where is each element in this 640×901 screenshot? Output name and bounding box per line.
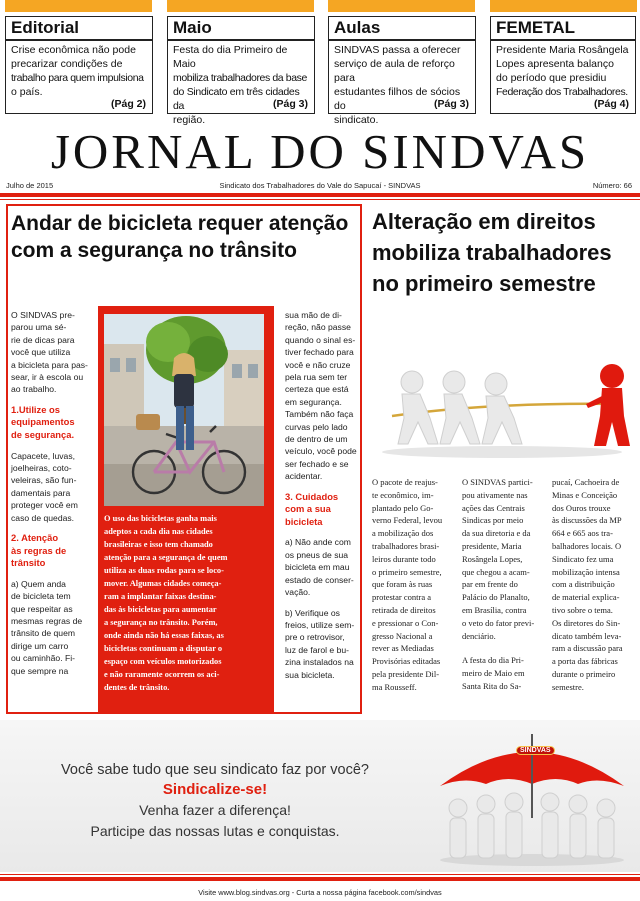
teaser-title: Aulas (334, 18, 381, 37)
teaser-line: o país. (11, 86, 43, 98)
text-line: sua mão de di- (285, 310, 342, 320)
text-line: ram a implantar faixas destina- (104, 592, 217, 601)
text-line: joelheiras, coto- (11, 463, 72, 474)
lead-column-3 (285, 309, 357, 689)
teaser-line: Lopes apresenta balanço (496, 58, 614, 70)
teaser-text (11, 43, 147, 99)
text-line: mobilização intensa (552, 566, 620, 577)
teaser-line: trabalho para quem impulsiona (11, 72, 144, 84)
text-line: pela presidente Dil- (372, 668, 440, 679)
text-line: a) Não ande com (285, 537, 351, 548)
text-line: ram a discussão para (552, 643, 623, 654)
tug-of-war-illustration (372, 352, 634, 462)
umbrella-logo: SINDVAS (516, 746, 555, 755)
text-line: em Brasília, contra (462, 604, 527, 615)
masthead-rule (0, 193, 640, 197)
text-line: bicicleta em mau (285, 562, 350, 573)
text-line: O uso das bicicletas ganha mais (104, 514, 217, 523)
text-line: espaço com veículos motorizados (104, 657, 222, 666)
text-line: parou uma sé- (11, 322, 67, 333)
text-line: dirige um carro (11, 640, 69, 651)
top-band (167, 0, 314, 12)
text-line: equipamentos (11, 416, 75, 428)
text-line: a) Quem anda (11, 578, 66, 589)
tip-heading-3 (285, 491, 357, 529)
teaser-line: Crise econômica não pode (11, 44, 136, 56)
teaser-line: Festa do dia Primeiro de Maio (173, 44, 288, 70)
text-line: proteger você em (11, 500, 78, 511)
second-column-1 (372, 476, 454, 706)
ad-line-1: Venha fazer a diferença! (139, 802, 291, 818)
teaser-text (334, 43, 470, 127)
text-line: adeptos a cada dia nas cidades (104, 527, 213, 536)
lead-headline: Andar de bicicleta requer atenção com a segurança no trânsito (11, 212, 349, 262)
text-line: Sindicas por meio (462, 515, 524, 526)
text-line: balhadores locais. O (552, 540, 622, 551)
tip-heading-2 (11, 532, 95, 570)
text-line: acidentar. (285, 471, 323, 482)
text-line: durante o primeiro (552, 668, 616, 679)
text-line: gresso Nacional a (372, 630, 433, 641)
text-line: ações das Centrais (462, 502, 525, 513)
text-line: a mobilização dos (372, 528, 434, 539)
text-line: reção, não passe (285, 322, 351, 333)
text-line: de segurança. (11, 429, 75, 441)
text-line: damentais para (11, 487, 71, 498)
teaser-line: do período que presidiu (496, 72, 607, 84)
issue-number: Número: 66 (592, 181, 632, 190)
teaser-line: região. (173, 114, 206, 126)
text-line: dicato também leva- (552, 630, 622, 641)
text-line: Os diretores do Sin- (552, 617, 621, 628)
issue-date: Julho de 2015 (6, 181, 54, 190)
text-line: Minas e Conceição (552, 489, 618, 500)
tug-of-war-image (372, 352, 634, 462)
text-line: O SINDVAS pre- (11, 310, 75, 320)
text-line: retirada de direitos (372, 604, 436, 615)
second-headline: Alteração em direitos mobiliza trabalhadores no primeiro semestre (372, 209, 612, 296)
text-line: Santa Rita do Sa- (462, 680, 522, 691)
text-line: pre o retrovisor, (285, 632, 345, 643)
teaser-line: serviço de aula de reforço para (334, 58, 455, 84)
text-line: brasileiras e isso tem chamado (104, 540, 213, 549)
text-line: denciário. (462, 630, 496, 641)
text-line: semestre. (552, 681, 584, 692)
text-line: de dentro de um (285, 434, 348, 445)
text-line: onde ainda não há essas faixas, as (104, 631, 224, 640)
teaser-femetal[interactable] (490, 16, 636, 114)
text-line: o primeiro semestre, (372, 566, 442, 577)
text-line: rever as Mediadas (372, 643, 434, 654)
text-line: caso de quedas. (11, 512, 75, 523)
text-line: luz de farol e bu- (285, 644, 350, 655)
text-line: dentes de trânsito. (104, 683, 170, 692)
text-line: veleiras, são fun- (11, 475, 77, 486)
teaser-rule (168, 39, 314, 41)
text-line: vação. (285, 587, 311, 598)
teaser-page-ref: (Pág 4) (593, 98, 629, 110)
teaser-line: precarizar condições de (11, 58, 123, 70)
union-name: Sindicato dos Trabalhadores do Vale do Sapucaí - SINDVAS (219, 181, 421, 190)
text-line: em segurança. (285, 396, 342, 407)
text-line: ser fechado e se (285, 458, 349, 469)
text-line: mover. Algumas cidades começa- (104, 579, 222, 588)
text-line: e não raramente ocorrem os aci- (104, 670, 220, 679)
text-line: com a sua (285, 503, 331, 515)
text-line: curvas pelo lado (285, 421, 348, 432)
teaser-line: Federação dos Trabalhadores. (496, 86, 628, 98)
text-line: te econômico, im- (372, 489, 434, 500)
text-line: o veto do fator previ- (462, 617, 535, 628)
teaser-text (173, 43, 309, 127)
ad-call-to-action[interactable]: Sindicalize-se! (162, 781, 268, 798)
text-line: a porta das fábricas (552, 656, 618, 667)
ad-question: Você sabe tudo que seu sindicato faz por você? (61, 762, 369, 778)
text-line: trânsito (11, 557, 46, 569)
text-line: às regras de (11, 544, 67, 556)
text-line: ao trabalho. (11, 384, 57, 395)
text-line: você e não cruze (285, 359, 351, 370)
text-line: e pressionar o Con- (372, 617, 439, 628)
teaser-page-ref: (Pág 3) (433, 98, 469, 110)
cyclist-photo (104, 314, 264, 506)
top-band (490, 0, 637, 12)
lead-column-1 (11, 309, 95, 685)
text-line: que sempre na (11, 665, 69, 676)
text-line: Sindicato fez uma (552, 553, 614, 564)
text-line: verno Federal, levou (372, 515, 443, 526)
teaser-rule (329, 39, 475, 41)
text-line: leiros durante todo (372, 553, 436, 564)
text-line: das às bicicletas para aumentar (104, 605, 217, 614)
teaser-line: mobiliza trabalhadores da base (173, 72, 307, 84)
masthead-rule-thin (0, 199, 640, 200)
text-line: 1.Utilize os (11, 403, 60, 415)
footer-rule-thin (0, 874, 640, 875)
text-line: da sua diretoria e da (462, 528, 531, 539)
text-line: plantado pelo Go- (372, 502, 434, 513)
text-line: pucaí, Cachoeira de (552, 477, 620, 487)
text-line: ma Rousseff. (372, 681, 417, 692)
top-band (328, 0, 475, 12)
text-line: estado de conser- (285, 574, 354, 585)
text-line: atenção para a segurança de quem (104, 553, 228, 562)
text-line: quando o sinal es- (285, 334, 356, 345)
text-line: meiro de Maio em (462, 668, 525, 679)
text-line: sua bicicleta. (285, 669, 335, 680)
text-line: presidente, Maria (462, 540, 522, 551)
footer-rule (0, 877, 640, 881)
footer-links[interactable]: Visite www.blog.sindvas.org - Curta a nossa página facebook.com/sindvas (198, 888, 442, 897)
text-line: O pacote de reajus- (372, 477, 438, 487)
teaser-line: estudantes filhos de sócios do (334, 86, 461, 112)
text-line: a bicicleta para pas- (11, 359, 88, 370)
text-line: Provisórias editadas (372, 656, 441, 667)
text-line: utiliza as duas rodas para se loco- (104, 566, 224, 575)
text-line: O SINDVAS partici- (462, 477, 533, 487)
text-line: que chegou a acam- (462, 566, 530, 577)
teaser-title: FEMETAL (496, 18, 576, 37)
text-line: a segurança no trânsito. Porém, (104, 618, 218, 627)
text-line: A festa do dia Pri- (462, 655, 524, 666)
text-line: par em frente do (462, 579, 518, 590)
text-line: de bicicleta tem (11, 591, 71, 602)
text-line: pou ativamente nas (462, 489, 528, 500)
text-line: que foram às ruas (372, 579, 433, 590)
text-line: com a distribuição (552, 579, 615, 590)
text-line: 664 e 665 aos tra- (552, 528, 613, 539)
text-line: Também não faça (285, 409, 354, 420)
teaser-rule (491, 39, 635, 41)
masthead-title: JORNAL DO SINDVAS (50, 124, 590, 179)
teaser-line: Presidente Maria Rosângela (496, 44, 629, 56)
tip-heading-1 (11, 404, 95, 442)
text-line: rie de dicas para (11, 334, 75, 345)
teaser-title: Editorial (11, 18, 80, 37)
teaser-rule (6, 39, 152, 41)
teaser-page-ref: (Pág 2) (110, 98, 146, 110)
top-band (5, 0, 152, 12)
teaser-page-ref: (Pág 3) (272, 98, 308, 110)
text-line: mesmas regras de (11, 616, 83, 627)
text-line: Rosângela Lopes, (462, 553, 523, 564)
text-line: de material explica- (552, 592, 620, 603)
text-line: os pneus de sua (285, 549, 349, 560)
text-line: 3. Cuidados (285, 490, 339, 502)
text-line: ou caminhão. Fi- (11, 653, 76, 664)
text-line: bicicletas continuam a disputar o (104, 644, 223, 653)
text-line: às discussões da MP (552, 515, 622, 526)
teaser-title: Maio (173, 18, 212, 37)
text-line: que respeitar as (11, 603, 73, 614)
text-line: bicicleta (285, 515, 323, 527)
text-line: trânsito de quem (11, 628, 76, 639)
text-line: pela rua sem ter (285, 372, 348, 383)
text-line: Capacete, luvas, (11, 450, 76, 461)
text-line: 2. Atenção (11, 532, 59, 544)
teaser-line: SINDVAS passa a oferecer (334, 44, 461, 56)
teaser-line: do Sindicato em três cidades da (173, 86, 300, 112)
teaser-aulas[interactable] (328, 16, 476, 126)
text-line: sear, ir à escola ou (11, 372, 84, 383)
text-line: veículo, você pode (285, 446, 357, 457)
teaser-line: sindicato. (334, 114, 379, 126)
second-column-3 (552, 476, 636, 706)
text-line: trabalhadores brasi- (372, 540, 440, 551)
text-line: tiver fechado para (285, 347, 354, 358)
text-line: dos Ouros trouxe (552, 502, 611, 513)
text-line: tivo sobre o tema. (552, 604, 613, 615)
text-line: b) Verifique os (285, 607, 340, 618)
photo-caption (104, 512, 266, 694)
teaser-editorial[interactable] (5, 16, 153, 114)
text-line: Palácio do Planalto, (462, 592, 530, 603)
text-line: você que utiliza (11, 347, 71, 358)
text-line: protestar contra a (372, 592, 431, 603)
text-line: certeza que está (285, 384, 349, 395)
second-column-2 (462, 476, 544, 705)
text-line: freios, utilize sem- (285, 619, 355, 630)
cyclist-image (104, 314, 264, 506)
teaser-text (496, 43, 630, 99)
ad-line-2: Participe das nossas lutas e conquistas. (90, 823, 340, 839)
text-line: zina instalados na (285, 657, 354, 668)
teaser-maio[interactable] (167, 16, 315, 126)
umbrella-illustration (428, 726, 628, 868)
